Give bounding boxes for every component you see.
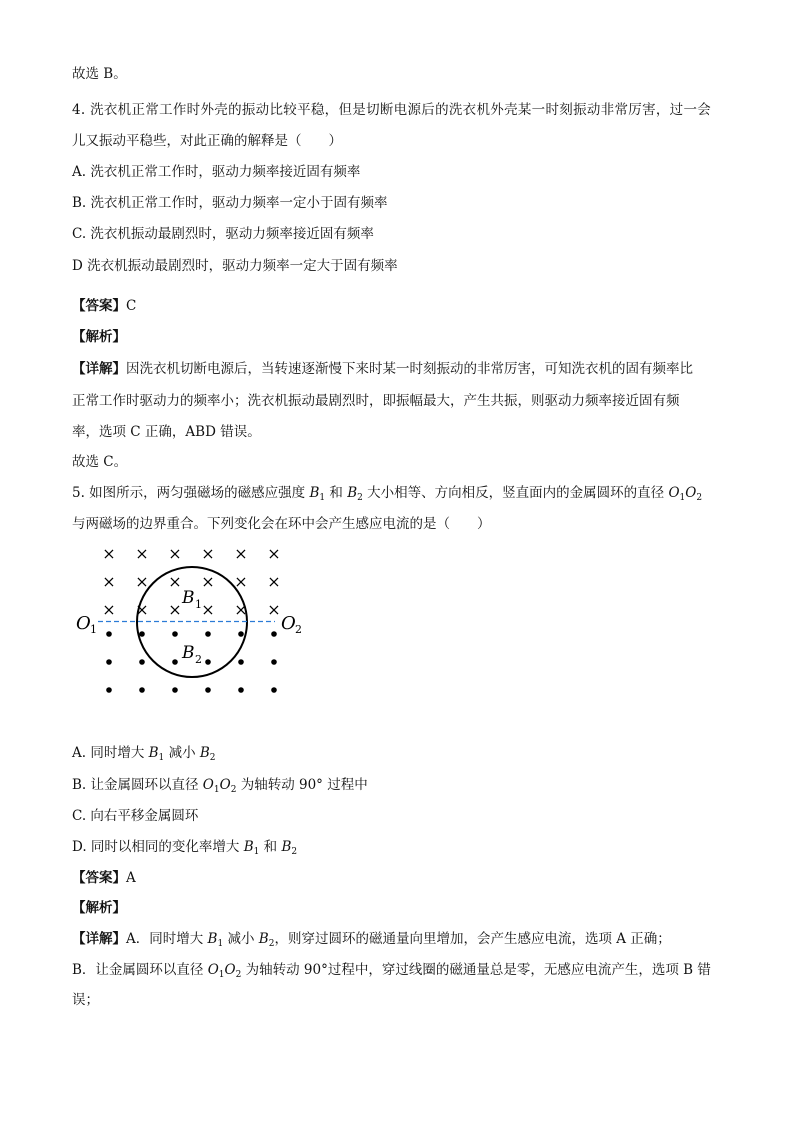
cross-symbol: × [267, 572, 281, 591]
q5-stem-line2: 与两磁场的边界重合。下列变化会在环中会产生感应电流的是（ ） [72, 516, 491, 532]
dot-symbol [238, 659, 244, 665]
subscript: 2 [268, 939, 275, 949]
q4-option-b: B. 洗衣机正常工作时，驱动力频率一定小于固有频率 [72, 195, 388, 211]
symbol-o: O [668, 485, 680, 501]
answer-tag: 【答案】 [72, 298, 126, 314]
q5-option-a [72, 743, 216, 768]
symbol-b: B [199, 745, 210, 761]
q4-detail-line2: 正常工作时驱动力的频率小；洗衣机振动最剧烈时，即振幅最大，产生共振，则驱动力频率接近固有频 [72, 393, 680, 409]
dot-symbol [106, 659, 112, 665]
cross-symbol: × [201, 544, 215, 563]
detail-text: ，则穿过圆环的磁通量向里增加，会产生感应电流，选项 A 正确； [274, 931, 671, 947]
cross-symbol: × [234, 572, 248, 591]
cross-symbol: × [201, 600, 215, 619]
q4-analysis-tag: 【解析】 [72, 329, 126, 345]
q5-option-d [72, 837, 297, 862]
subscript: 1 [218, 970, 225, 980]
dot-symbol [139, 687, 145, 693]
cross-symbol: × [267, 544, 281, 563]
cross-symbol: × [234, 544, 248, 563]
symbol-b: B [148, 745, 159, 761]
q5-stem-line1 [72, 483, 702, 508]
subscript: 2 [235, 970, 242, 980]
option-text: 和 [259, 839, 282, 855]
symbol-b: B [347, 485, 358, 501]
symbol-b: B [281, 839, 292, 855]
dot-symbol [139, 631, 145, 637]
q5-option-c: C. 向右平移金属圆环 [72, 808, 199, 824]
option-text: 减小 [164, 745, 200, 761]
q4-detail-line3: 率，选项 C 正确，ABD 错误。 [72, 424, 261, 440]
magnetic-field-diagram [72, 543, 312, 703]
detail-tag: 【详解】 [72, 361, 126, 377]
subscript: 1 [319, 493, 326, 503]
dot-symbol [172, 687, 178, 693]
dot-symbol [271, 659, 277, 665]
q5-answer [72, 868, 136, 888]
q4-stem-line1: 4. 洗衣机正常工作时外壳的振动比较平稳，但是切断电源后的洗衣机外壳某一时刻振动非常厉害，过一会 [72, 102, 712, 118]
symbol-o: O [685, 485, 697, 501]
dot-symbol [139, 659, 145, 665]
label-b1: B [182, 588, 195, 608]
subscript: 1 [679, 493, 686, 503]
symbol-o: O [207, 962, 219, 978]
subscript: 2 [230, 785, 237, 795]
q4-answer [72, 296, 136, 316]
dot-symbol [271, 631, 277, 637]
dot-symbol [106, 631, 112, 637]
q5-detail-b-end: 误； [72, 992, 99, 1008]
answer-value: C [126, 298, 137, 314]
cross-symbol: × [102, 600, 116, 619]
q5-analysis-tag: 【解析】 [72, 900, 126, 916]
cross-symbol: × [267, 600, 281, 619]
q5-detail-a [72, 929, 671, 954]
dot-symbol [205, 659, 211, 665]
symbol-o: O [202, 777, 214, 793]
label-o1-sub: 1 [90, 623, 97, 636]
detail-text: 减小 [223, 931, 259, 947]
subscript: 1 [253, 847, 260, 857]
dot-symbol [106, 687, 112, 693]
dot-symbol [205, 687, 211, 693]
option-text: B. 让金属圆环以直径 [72, 777, 203, 793]
answer-tag: 【答案】 [72, 870, 126, 886]
symbol-b: B [309, 485, 320, 501]
dot-symbol [238, 687, 244, 693]
symbol-o: O [219, 777, 231, 793]
subscript: 1 [217, 939, 224, 949]
detail-text: 为轴转动 90°过程中，穿过线圈的磁通量总是零，无感应电流产生，选项 B 错 [241, 962, 711, 978]
q4-option-d: D 洗衣机振动最剧烈时，驱动力频率一定大于固有频率 [72, 258, 398, 274]
dot-symbol [172, 631, 178, 637]
cross-symbol: × [168, 600, 182, 619]
option-text: D. 同时以相同的变化率增大 [72, 839, 244, 855]
q4-stem-line2: 儿又振动平稳些，对此正确的解释是（ ） [72, 133, 342, 149]
cross-symbol: × [168, 544, 182, 563]
cross-symbol: × [234, 600, 248, 619]
cross-symbol: × [135, 600, 149, 619]
q5-stem-text: 5. 如图所示，两匀强磁场的磁感应强度 [72, 485, 310, 501]
q5-stem-text: 和 [325, 485, 348, 501]
subscript: 2 [696, 493, 703, 503]
dot-symbol [238, 631, 244, 637]
q4-option-c: C. 洗衣机振动最剧烈时，驱动力频率接近固有频率 [72, 226, 374, 242]
subscript: 2 [357, 493, 363, 503]
q5-option-b [72, 775, 368, 800]
subscript: 1 [158, 753, 165, 763]
q5-stem-text: 大小相等、方向相反，竖直面内的金属圆环的直径 [362, 485, 669, 501]
option-text: 为轴转动 90° 过程中 [236, 777, 368, 793]
label-b2: B [182, 643, 195, 663]
subscript: 1 [213, 785, 220, 795]
q5-detail-b [72, 960, 711, 985]
detail-text: A．同时增大 [126, 931, 208, 947]
detail-text: B．让金属圆环以直径 [72, 962, 208, 978]
subscript: 2 [291, 847, 298, 857]
cross-symbol: × [102, 544, 116, 563]
detail-tag: 【详解】 [72, 931, 126, 947]
dot-symbol [271, 687, 277, 693]
cross-symbol: × [201, 572, 215, 591]
symbol-b: B [207, 931, 218, 947]
dot-symbol [172, 659, 178, 665]
cross-symbol: × [135, 544, 149, 563]
label-o2-sub: 2 [295, 623, 302, 636]
cross-symbol: × [168, 572, 182, 591]
q4-option-a: A. 洗衣机正常工作时，驱动力频率接近固有频率 [72, 164, 361, 180]
detail-text: 因洗衣机切断电源后，当转速逐渐慢下来时某一时刻振动的非常厉害，可知洗衣机的固有频率比 [126, 361, 693, 377]
symbol-b: B [258, 931, 269, 947]
cross-symbol: × [102, 572, 116, 591]
answer-value: A [126, 870, 136, 886]
label-o2: O [281, 613, 296, 634]
cross-symbol: × [135, 572, 149, 591]
symbol-o: O [224, 962, 236, 978]
symbol-b: B [243, 839, 254, 855]
q4-detail-line1 [72, 359, 693, 379]
dot-symbol [205, 631, 211, 637]
q4-conclusion: 故选 C。 [72, 454, 128, 470]
label-o1: O [76, 613, 91, 634]
option-text: A. 同时增大 [72, 745, 149, 761]
previous-conclusion: 故选 B。 [72, 66, 127, 82]
label-b2-sub: 2 [195, 653, 202, 666]
subscript: 2 [209, 753, 216, 763]
label-b1-sub: 1 [195, 598, 202, 611]
